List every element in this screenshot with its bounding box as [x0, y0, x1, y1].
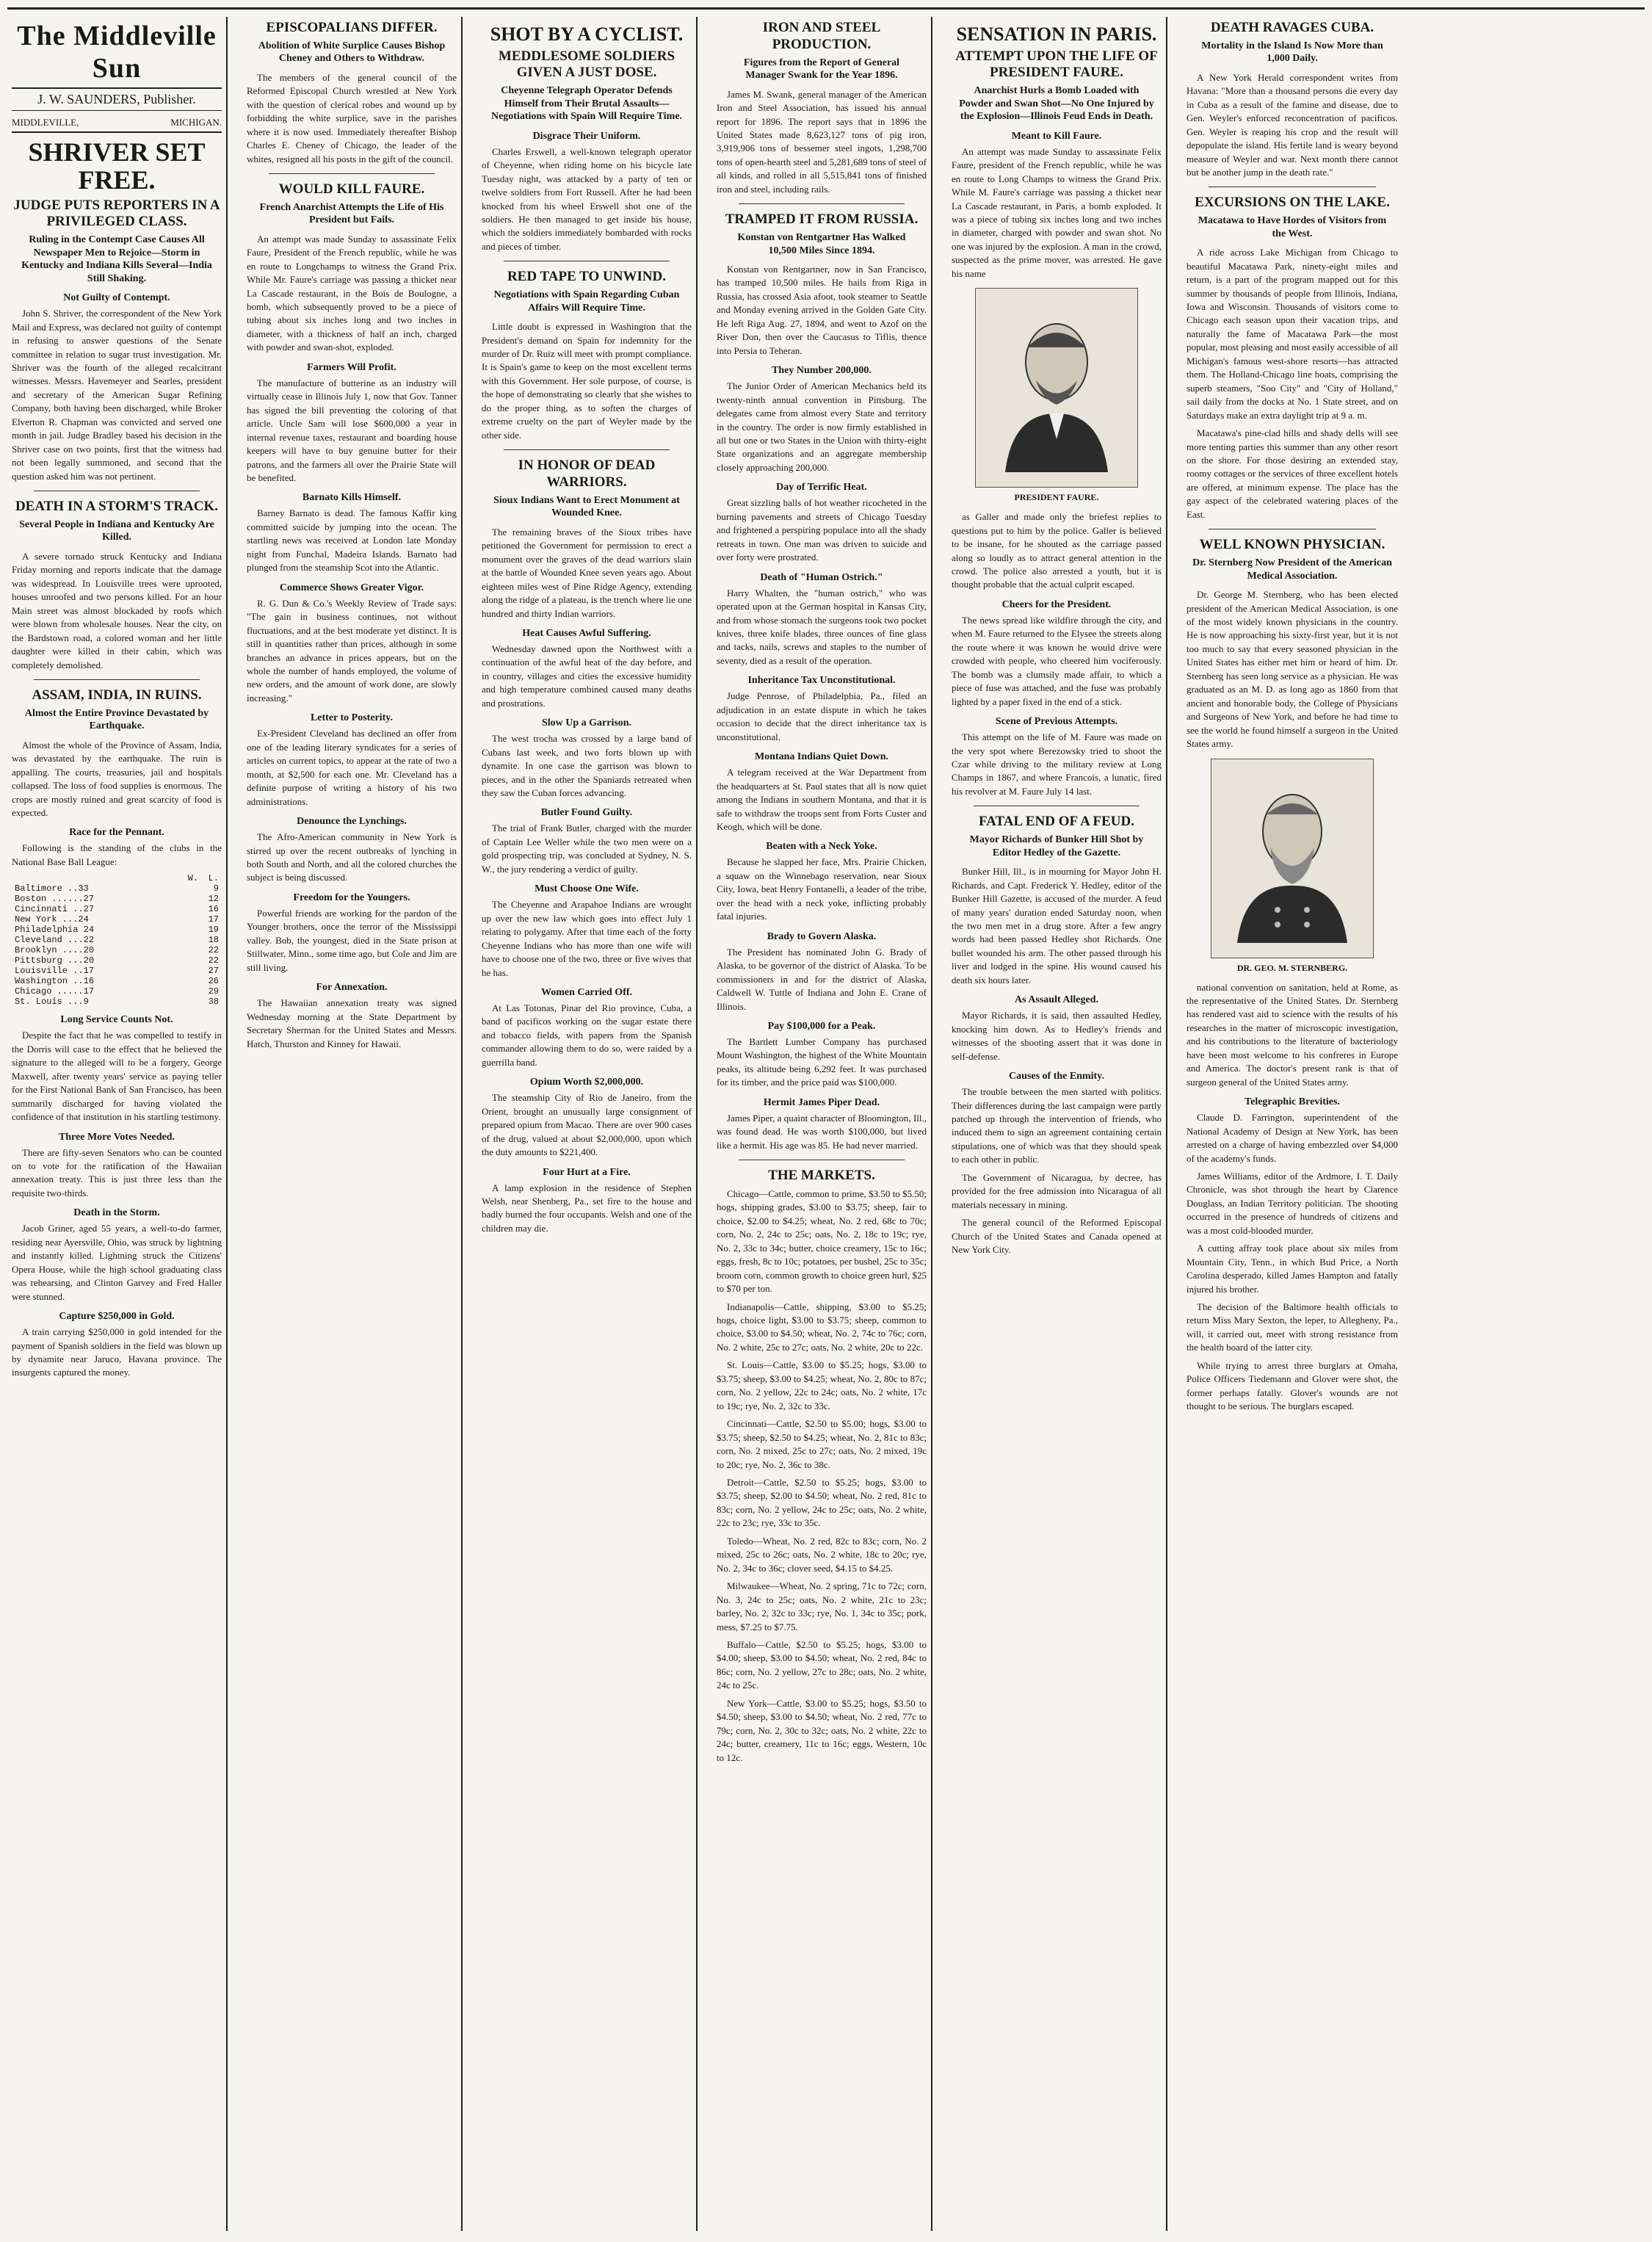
headline-physician: WELL KNOWN PHYSICIAN. — [1199, 537, 1385, 553]
article-paragraph: The manufacture of butterine as an industry will virtually cease in Illinois July 1, now that Gov. Tanner has signed the bill preventing the coloring of that article. Uncle Sam will lose $600,000 a year in internal revenue taxes, restaurant and boarding house keepers will have to buy genuine butter for their patrons, and the farmers all over the Prairie State will be benefited. — [247, 377, 457, 484]
article-paragraph: Barney Barnato is dead. The famous Kaffir king committed suicide by jumping into the ocean. The startling news was received at London late Monday night from Funchal, Madeira Islands. Barnato had plunged from the steamship Scot into the Atlantic. — [247, 507, 457, 574]
article-paragraph: An attempt was made Sunday to assassinate Felix Faure, President of the French republic, while he was en route to Longchamps to witness the Grand Prix. While Mr. Faure's carriage was passing a thicket near La Cascade restaurant, in the Bois de Boulogne, a bomb, which subsequently proved to be a piece of tubing about six inches long and two inches in diameter, with a thickness of half an inch, charged with powder and swan-shot, exploded. — [247, 233, 457, 353]
headline-kill-faure: WOULD KILL FAURE. — [278, 181, 425, 197]
article-paragraph: There are fifty-seven Senators who can be counted on to vote for the ratification of the Hawaiian annexation treaty. This is just three less than the requisite two-thirds. — [12, 1146, 222, 1198]
article-paragraph: The news spread like wildfire through the city, and when M. Faure returned to the Elysee the streets along the route where it was known he would drive were crowded with people, who cheered him vociferously. The bomb was a clumsily made affair, to which a piece of fuse was attached, and the fuse was probably lighted by a paper fixed in the end of a stick. — [952, 614, 1162, 707]
divider — [504, 449, 670, 450]
article-paragraph: A telegram received at the War Department from the headquarters at St. Paul states that all is now quiet among the Indians in southern Montana, and that it is safe to withdraw the troops sent from Forts Custer and Keogh, which will be done. — [717, 767, 927, 832]
article-paragraph: James Piper, a quaint character of Bloomington, Ill., was found dead. He was worth $100,000, but lived like a hermit. His age was 85. He had never married. — [717, 1112, 927, 1151]
article-paragraph: John S. Shriver, the correspondent of the New York Mail and Express, was declared not guilty of contempt in refusing to answer questions of the Senate committee in relation to sugar trust investigation. Mr. Shriver was the fourth of the alleged recalcitrant witnesses. Messrs. Havemeyer and Searles, president and secretary of the American Sugar Refining Company, both having been discharged, while Broker Elverton R. Chapman was convicted and served one month in jail. Judge Bradley based his decision in the Shriver case on two points, first that the witness had not been legally summoned, and second that the question asked him was not pertinent. — [12, 308, 222, 482]
dateline-place: MIDDLEVILLE, — [12, 117, 79, 128]
divider — [269, 173, 435, 174]
market-report: New York—Cattle, $3.00 to $5.25; hogs, $3.50 to $4.50; sheep, $3.00 to $4.50; wheat, No. 2 red, 77c to 79c; corn, No. 2, 30c to 32c; oats, No. 2 white, 22c to 24c; butter, creamery, 11c to 16c; eggs, Western, 10c to 12c. — [717, 1697, 927, 1763]
section-neck-yoke: Beaten with a Neck Yoke. — [766, 841, 877, 853]
section-200000: They Number 200,000. — [772, 365, 872, 377]
article-paragraph: An attempt was made Sunday to assassinate Felix Faure, president of the French republic, while he was en route to Long Champs to witness the Grand Prix. While M. Faure's carriage was passing a thicket near La Cascade restaurant, in Paris, a bomb exploded. It was a piece of tubing six inches long and two inches in diameter, charged with powder and swan shot. No one was injured by the explosion. A man in the crowd, suspected as the prime mover, was arrested. He gave his name — [952, 145, 1162, 279]
article-paragraph: Powerful friends are working for the pardon of the Younger brothers, once the terror of the Mississippi valley. Bob, the youngest, died in the State prison at Stillwater, Minn., some time ago, but Cole and Jim are still living. — [247, 907, 457, 973]
deck-assam: Almost the Entire Province Devastated by Earthquake. — [24, 707, 209, 732]
article-paragraph: Because he slapped her face, Mrs. Prairie Chicken, a squaw on the Winnebago reservation, near Sioux City, Iowa, beat Henry Fontanelli, a leader of the tribe, over the head with a neck yoke, inflicting probably fatal injuries. — [717, 856, 927, 922]
section-annexation: For Annexation. — [316, 982, 388, 994]
article-paragraph: The general council of the Reformed Episcopal Church of the United States and Canada opened at New York City. — [952, 1217, 1162, 1256]
section-meant-to-kill: Meant to Kill Faure. — [1011, 130, 1102, 142]
standings-row — [15, 883, 219, 894]
headline-storm: DEATH IN A STORM'S TRACK. — [15, 499, 219, 515]
headline-warriors: IN HONOR OF DEAD WARRIORS. — [518, 458, 656, 490]
headline-russia: TRAMPED IT FROM RUSSIA. — [725, 211, 919, 228]
section-commerce: Commerce Shows Greater Vigor. — [279, 582, 424, 593]
standings-header — [15, 873, 219, 883]
deck-cyclist: Cheyenne Telegraph Operator Defends Himself from Their Brutal Assaults—Negotiations with Spain Will Require Time. — [490, 85, 683, 123]
article-paragraph: The Bartlett Lumber Company has purchased Mount Washington, the highest of the White Mountain peaks, its altitude being 6,292 feet. It was purchased for its timber, and the price paid was $100,000. — [717, 1035, 927, 1088]
article-paragraph: The Hawaiian annexation treaty was signed Wednesday morning at the State Department by Secretary Sherman for the United States and Messrs. Hatch, Thurston and Kinney for Hawaii. — [247, 997, 457, 1049]
section-alaska: Brady to Govern Alaska. — [767, 930, 877, 942]
publisher-line: J. W. SAUNDERS, Publisher. — [12, 87, 222, 111]
market-report: Buffalo—Cattle, $2.50 to $5.25; hogs, $3.00 to $4.00; sheep, $3.00 to $4.50; wheat, No. 2 red, 84c to 86c; corn, No. 2 yellow, 27c to 28c; oats, No. 2 white, 24c to 25c. — [717, 1638, 927, 1691]
article-paragraph: The steamship City of Rio de Janeiro, from the Orient, brought an unusually large consignment of prepared opium from Macao. There are over 900 cases of the drug, valued at about $2,000,000, upon which the duty amounts to $221,400. — [482, 1092, 692, 1158]
article-paragraph: A lamp explosion in the residence of Stephen Welsh, near Shenberg, Pa., set fire to the house and badly burned the four occupants. Welsh and one of the children may die. — [482, 1182, 692, 1234]
column-3 — [477, 17, 698, 2231]
standings-row — [15, 976, 219, 986]
portrait-engraving — [990, 303, 1123, 472]
standings-row — [15, 945, 219, 955]
standings-row — [15, 925, 219, 935]
article-paragraph: Jacob Griner, aged 55 years, a well-to-do farmer, residing near Ayersville, Ohio, was struck by lightning and instantly killed. Lightning struck the Citizens' Opera House, while the high school graduating class was rehearsing, and Clinton Garvey and Fred Haller were stunned. — [12, 1223, 222, 1302]
section-heat: Heat Causes Awful Suffering. — [522, 627, 651, 639]
deck-warriors: Sioux Indians Want to Erect Monument at Wounded Knee. — [493, 494, 680, 519]
section-previous: Scene of Previous Attempts. — [995, 716, 1118, 728]
column-2 — [242, 17, 463, 2231]
standings-losses: 22 — [208, 945, 219, 956]
divider — [739, 203, 905, 204]
market-report: Cincinnati—Cattle, $2.50 to $5.00; hogs, $3.00 to $3.75; sheep, $2.50 to $4.25; wheat, No. 2, 81c to 83c; corn, No. 2 mixed, 25c to 27c; oats, No. 2 mixed, 19c to 20c; rye, No. 2, 36c to 38c. — [717, 1418, 927, 1470]
article-paragraph: Harry Whalten, the "human ostrich," who was operated upon at the German hospital in Kansas City, and from whose stomach the surgeons took two pocket knives, three knife blades, three ounces of fine glass and tacks, nails, screws and staples to the number of seventy, died as a result of the operation. — [717, 587, 927, 666]
section-long-service: Long Service Counts Not. — [60, 1014, 173, 1026]
market-report: Detroit—Cattle, $2.50 to $5.25; hogs, $3.00 to $3.75; sheep, $2.00 to $4.50; wheat, No. 2 red, 81c to 83c; corn, No. 2 yellow, 24c to 25c; oats, No. 2 white, 22c to 23c; rye, 33c to 35c. — [717, 1476, 927, 1529]
article-paragraph: The remaining braves of the Sioux tribes have petitioned the Government for permission to erect a monument over the graves of the dead warriors slain at the battle of Wounded Knee seven years ago. About eighteen miles west of Pine Ridge Agency, extending along the ridge of a plateau, is the trench where lie one hundred and thirty Indian warriors. — [482, 526, 692, 619]
standings-row — [15, 894, 219, 904]
standings-losses: 9 — [213, 883, 219, 894]
article-paragraph: Bunker Hill, Ill., is in mourning for Mayor John H. Richards, and Capt. Frederick Y. Hedley, editor of the Bunker Hill Gazette, is accused of the murder. A feud of many years' duration ended Saturday noon, when the two men met in a drug store. After a few angry words had been passed Hedley shot Richards. One bullet wounded his arm. The other passed through his liver and lodged in the spine. His wound caused his death six hours later. — [952, 866, 1162, 986]
column-4 — [712, 17, 932, 2231]
deck-feud: Mayor Richards of Bunker Hill Shot by Editor Hedley of the Gazette. — [969, 834, 1144, 858]
headline-cuba: DEATH RAVAGES CUBA. — [1210, 20, 1374, 35]
standings-losses: 27 — [208, 966, 219, 977]
article-paragraph: Ex-President Cleveland has declined an offer from one of the leading literary syndicates for a series of articles on current topics, to appear at the rate of two a month, at $2,500 for each one. Mr. Cleveland has a definite purpose of writing a history of his two administrations. — [247, 728, 457, 807]
headline-red-tape: RED TAPE TO UNWIND. — [507, 269, 667, 285]
article-paragraph: national convention on sanitation, held at Rome, as the representative of the United States. Dr. Sternberg has rendered vast aid to science with the results of his researches in the matter of microscopic investigation, and his contributions to the literature of bacteriology have been most welcome to his confreres in Europe and America. The doctor's present rank is that of surgeon general of the United States army. — [1187, 981, 1398, 1088]
article-paragraph: Charles Erswell, a well-known telegraph operator of Cheyenne, when riding home on his bicycle late Tuesday night, was attacked by a party of ten or twelve soldiers from Fort Russell. After he had been knocked from his wheel Erswell shot one of the soldiers. He then managed to get inside his house, which the soldiers immediately bombarded with rocks and pieces of timber. — [482, 145, 692, 252]
article-paragraph: Almost the whole of the Province of Assam, India, was devastated by the earthquake. The ruin is appalling. The courts, treasuries, jail and hospitals collapsed. The loss of food supplies is enormous. The crops are mostly ruined and great scarcity of food is expected. — [12, 739, 222, 819]
portrait-engraving — [1226, 774, 1358, 943]
column-5 — [947, 17, 1167, 2231]
standings-team: Louisville ..17 — [15, 966, 95, 977]
section-hermit: Hermit James Piper Dead. — [763, 1096, 880, 1108]
deck-iron-steel: Figures from the Report of General Manager Swank for the Year 1896. — [743, 57, 900, 82]
standings-team: Pittsburg ...20 — [15, 955, 95, 966]
masthead: The Middleville Sun — [17, 21, 217, 84]
standings-losses: 22 — [208, 955, 219, 966]
article-paragraph: A cutting affray took place about six miles from Mountain City, Tenn., in which Bud Price, a North Carolina desperado, killed James Hampton and fatally injured his brother. — [1187, 1243, 1398, 1295]
dateline — [12, 114, 222, 133]
market-report: Toledo—Wheat, No. 2 red, 82c to 83c; corn, No. 2 mixed, 25c to 26c; oats, No. 2 white, 18c to 20c; rye, No. 2, 34c to 36c; clover seed, $4.15 to $4.25. — [717, 1535, 927, 1574]
section-enmity: Causes of the Enmity. — [1009, 1071, 1104, 1082]
headline-feud: FATAL END OF A FEUD. — [978, 814, 1134, 830]
market-report: Indianapolis—Cattle, shipping, $3.00 to $5.25; hogs, choice light, $3.00 to $3.75; sheep, common to choice, $3.00 to $4.50; wheat, No. 2, 74c to 76c; corn, No. 2 white, 25c to 27c; oats, No. 2 white, 20c to 22c. — [717, 1301, 927, 1353]
article-paragraph: The President has nominated John G. Brady of Alaska, to be governor of the district of Alaska. To be commissioners in and for the district of Alaska, Caldwell W. Tuttle of Indiana and John E. Crane of Illinois. — [717, 946, 927, 1012]
deck-paris: Anarchist Hurls a Bomb Loaded with Powder and Swan Shot—No One Injured by the Explosion—Illinois Feud Ends in Death. — [959, 85, 1154, 123]
standings-row — [15, 986, 219, 997]
section-fire: Four Hurt at a Fire. — [543, 1166, 631, 1178]
section-ostrich: Death of "Human Ostrich." — [760, 571, 883, 583]
deck-shriver: Ruling in the Contempt Case Causes All Newspaper Men to Rejoice—Storm in Kentucky and Indiana Kills Several—India Still Shaking. — [21, 234, 212, 284]
standings-team: Brooklyn ....20 — [15, 945, 95, 956]
newspaper-page — [7, 7, 1645, 2237]
standings-row — [15, 904, 219, 914]
standings-losses: 12 — [208, 894, 219, 905]
deck-episcopalians: Abolition of White Surplice Causes Bishop Cheney and Others to Withdraw. — [258, 40, 446, 65]
article-paragraph: The trouble between the men started with politics. Their differences during the last campaign were partly patched up through the intervention of friends, who induced them to sign an agreement containing certain stipulations, one of which was that they should speak to each other in public. — [952, 1086, 1162, 1165]
portrait-sternberg — [1211, 759, 1374, 958]
standings-header-cell: W. — [187, 873, 198, 884]
section-women: Women Carried Off. — [540, 987, 633, 999]
article-paragraph: A train carrying $250,000 in gold intended for the payment of Spanish soldiers in the field was blown up by dynamite near Jaruco, Havana province. The insurgents captured the money. — [12, 1326, 222, 1378]
standings-row — [15, 955, 219, 966]
article-paragraph: Despite the fact that he was compelled to testify in the Dorris will case to the effect that he believed the signature to the alleged will to be a forgery, George Maxwell, after twenty years' service as paying teller for the First National Bank of San Francisco, has been summarily discharged for having violated the confidence of that institution in his startling testimony. — [12, 1030, 222, 1123]
article-paragraph: Konstan von Rentgartner, now in San Francisco, has tramped 10,500 miles. He hails from Riga in Russia, has crossed Asia afoot, took steamer to Seattle and Monday evening arrived in the Golden Gate City. He left Riga Aug. 27, 1894, and went to Azof on the River Don, then over the Caucasus to Tiflis, thence into Persia to Teheran. — [717, 264, 927, 356]
article-paragraph: Macatawa's pine-clad hills and shady dells will see more tenting parties this summer than any other resort on the shore. For those desiring an extended stay, roomy cottages or the services of three excellent hotels are offered, at minimum expense. The place has the gay aspect of the celebrated watering places of the East. — [1187, 427, 1398, 520]
section-youngers: Freedom for the Youngers. — [293, 892, 410, 903]
headline-assam: ASSAM, INDIA, IN RUINS. — [32, 687, 202, 703]
article-paragraph: The Cheyenne and Arapahoe Indians are wrought up over the new law which goes into effect July 1 relating to polygamy. After that time each of the forty Cheyenne Indians who has more than one wife will have to choose one of the two, three or five wives that he has. — [482, 899, 692, 978]
standings-row — [15, 914, 219, 925]
caption-sternberg: DR. GEO. M. STERNBERG. — [1236, 962, 1348, 973]
section-montana: Montana Indians Quiet Down. — [754, 751, 889, 763]
standings-row — [15, 997, 219, 1007]
standings-team: Cincinnati ..27 — [15, 904, 95, 915]
section-garrison: Slow Up a Garrison. — [541, 717, 632, 729]
divider — [34, 679, 200, 680]
headline-excursions: EXCURSIONS ON THE LAKE. — [1195, 195, 1390, 211]
section-assault: As Assault Alleged. — [1015, 994, 1098, 1006]
section-death-storm: Death in the Storm. — [73, 1207, 160, 1219]
article-paragraph: Dr. George M. Sternberg, who has been elected president of the American Medical Association, is one of the most widely known physicians in the country. He is now approaching his sixty-first year, but it is not too much to say that every seasoned physician in the United States has either met him or heard of him. Dr. Sternberg has seen long service as a physician. He was graduated as an M. D. as long ago as 1860 from that ancient and honorable body, the College of Physicians and Surgeons of New York, and before he had time to see the world he found himself a surgeon in the United States army. — [1187, 589, 1398, 750]
section-cheers: Cheers for the President. — [1001, 599, 1112, 610]
section-posterity: Letter to Posterity. — [310, 712, 394, 724]
article-paragraph: R. G. Dun & Co.'s Weekly Review of Trade says: "The gain in business continues, not without fluctuations, and at the best moderate yet distinct. It is still in quantities rather than prices, although in some branches an advance in prices appears, but on the whole the number of hands employed, the volume of new orders, and the amount of work done, are slowly increasing." — [247, 597, 457, 704]
deck-physician: Dr. Sternberg Now President of the American Medical Association. — [1192, 557, 1392, 582]
article-paragraph: The members of the general council of the Reformed Episcopal Church wrestled at New York with the question of clerical robes and wound up by forbidding the white surplice, save in the parishes where it is now used. Immediately thereafter Bishop Charles E. Cheney of Chicago, the leader of the whites, resigned all his posts in the gift of the council. — [247, 71, 457, 164]
article-paragraph: James M. Swank, general manager of the American Iron and Steel Association, has issued his annual report for 1896. The report says that in 1896 the United States made 8,623,127 tons of pig iron, 3,919,906 tons of bessemer steel ingots, 1,298,700 tons of open-hearth steel and 5,281,689 tons of steel of all kinds, and rolled in all 5,515,841 tons of finished iron and steel, including rails. — [717, 88, 927, 195]
dateline-state: MICHIGAN. — [170, 117, 222, 128]
section-votes: Three More Votes Needed. — [58, 1131, 175, 1143]
section-brevities: Telegraphic Brevities. — [1245, 1096, 1340, 1108]
headline-cyclist: SHOT BY A CYCLIST. — [490, 23, 684, 45]
article-paragraph: The Afro-American community in New York is stirred up over the recent outbreaks of lynching in both South and North, and all the colored churches the subject is being discussed. — [247, 831, 457, 883]
standings-team: New York ...24 — [15, 914, 89, 925]
standings-losses: 16 — [208, 904, 219, 915]
section-inheritance: Inheritance Tax Unconstitutional. — [747, 675, 896, 687]
standings-team: St. Louis ...9 — [15, 997, 89, 1008]
standings-losses: 26 — [208, 976, 219, 987]
headline-episcopalians: EPISCOPALIANS DIFFER. — [266, 20, 438, 35]
article-paragraph: James Williams, editor of the Ardmore, I. T. Daily Chronicle, was shot through the heart by Clarence Douglass, an Indian Territory politician. The shooting occurred in the presence of hundreds of citizens and was a most cold-blooded murder. — [1187, 1170, 1398, 1236]
section-barnato: Barnato Kills Himself. — [302, 492, 402, 504]
subhead-shriver: JUDGE PUTS REPORTERS IN A PRIVILEGED CLASS. — [13, 197, 220, 230]
article-paragraph: The trial of Frank Butler, charged with the murder of Captain Lee Weller while the two men were on a gold prospecting trip, was concluded at Sydney, N. S. W., the jury rendering a verdict of guilty. — [482, 822, 692, 875]
deck-russia: Konstan von Rentgartner Has Walked 10,500 Miles Since 1894. — [737, 232, 906, 256]
standings-losses: 19 — [208, 925, 219, 936]
headline-iron-steel: IRON AND STEEL PRODUCTION. — [762, 20, 881, 52]
market-report: St. Louis—Cattle, $3.00 to $5.25; hogs, $3.00 to $3.75; sheep, $3.00 to $4.25; wheat, No. 2, 80c to 87c; corn, No. 2 yellow, 22c to 24c; oats, No. 2 white, 17c to 19c; rye, No. 2, 32c to 33c. — [717, 1359, 927, 1411]
standings-team: Cleveland ...22 — [15, 935, 95, 946]
section-pennant: Race for the Pennant. — [69, 827, 164, 839]
headline-shriver: SHRIVER SET FREE. — [28, 137, 206, 195]
standings-team: Philadelphia 24 — [15, 925, 95, 936]
article-paragraph: Claude D. Farrington, superintendent of the National Academy of Design at New York, has been arrested on a charge of having embezzled over $4,000 of the academy's funds. — [1187, 1112, 1398, 1164]
standings-team: Washington ..16 — [15, 976, 95, 987]
article-paragraph: Mayor Richards, it is said, then assaulted Hedley, knocking him down. As to Hedley's friends and witnesses of the shooting assert that it was done in self-defense. — [952, 1010, 1162, 1062]
section-lynchings: Denounce the Lynchings. — [297, 816, 407, 828]
standings-losses: 18 — [208, 935, 219, 946]
article-paragraph: A severe tornado struck Kentucky and Indiana Friday morning and reports indicate that the damage was widespread. In Louisville trees were uprooted, houses unroofed and two persons killed. For an hour Main street was almost blockaded by roofs which were blown from wholesale houses. Near the city, on the Bardstown road, a colored woman and her little daughter were killed in their cabin, which was completely demolished. — [12, 550, 222, 670]
article-paragraph: The decision of the Baltimore health officials to return Miss Mary Sexton, the leper, to Allegheny, Pa., will, it carried out, meet with strong resistance from the health board of the latter city. — [1187, 1301, 1398, 1353]
headline-markets: THE MARKETS. — [768, 1168, 875, 1184]
section-opium: Opium Worth $2,000,000. — [529, 1077, 644, 1088]
article-paragraph: Judge Penrose, of Philadelphia, Pa., filed an adjudication in an estate dispute in which he takes occasion to decide that the direct inheritance tax is unconstitutional. — [717, 690, 927, 742]
section-peak: Pay $100,000 for a Peak. — [767, 1020, 876, 1032]
deck-cuba: Mortality in the Island Is Now More than 1,000 Daily. — [1201, 40, 1383, 65]
standings-losses: 29 — [208, 986, 219, 997]
article-paragraph: The Government of Nicaragua, by decree, has provided for the free admission into Nicaragua of all materials necessary in mining. — [952, 1171, 1162, 1210]
market-report: Milwaukee—Wheat, No. 2 spring, 71c to 72c; corn, No. 3, 24c to 25c; oats, No. 2 white, 21c to 23c; barley, No. 2, 32c to 33c; rye, No. 1, 34c to 35c; pork, mess, $7.25 to $7.75. — [717, 1580, 927, 1632]
section-not-guilty: Not Guilty of Contempt. — [63, 292, 170, 304]
deck-excursions: Macatawa to Have Hordes of Visitors from the West. — [1198, 215, 1387, 239]
standings-table — [15, 873, 219, 1007]
column-1 — [7, 17, 228, 2231]
article-paragraph: The Junior Order of American Mechanics held its twenty-ninth annual convention in Pittsburg. The delegates came from almost every State and territory in the country. The order is now firmly established in all but one or two States in the Union with thirty-eight State organizations and an aggregate membership closely approaching 200,000. — [717, 380, 927, 473]
article-paragraph: A ride across Lake Michigan from Chicago to beautiful Macatawa Park, ninety-eight miles and return, is a part of the program mapped out for this summer by thousands of people from Illinois, Indiana, Iowa and Wisconsin. Thousands of visitors come to Chicago each season upon their vacation trips, and naturally the fame of Macatawa Park—the most popular, most pleasing and most easily accessible of all Michigan's famous west-shore resorts—has attracted them. The Holland-Chicago line boats, comprising the superb steamers, "Soo City" and "City of Holland," sail daily from the docks at No. 1 State street, and on Saturdays make an extra daylight trip at 9 a. m. — [1187, 247, 1398, 421]
standings-header-cell: L. — [208, 873, 219, 884]
standings-losses: 17 — [208, 914, 219, 925]
section-butler: Butler Found Guilty. — [540, 807, 633, 819]
deck-storm: Several People in Indiana and Kentucky Are Killed. — [19, 518, 214, 543]
section-heat-day: Day of Terrific Heat. — [776, 482, 867, 493]
deck-kill-faure: French Anarchist Attempts the Life of His President but Fails. — [259, 201, 444, 226]
article-paragraph: The west trocha was crossed by a large band of Cubans last week, and two forts blown up with dynamite. In one case the garrison was blown to pieces, and in the other the Spaniards retreated when they saw the Cuban forces advancing. — [482, 733, 692, 799]
standings-row — [15, 966, 219, 976]
article-paragraph: as Galler and made only the briefest replies to questions put to him by the police. Galler is believed to be insane, for he shouted as the carriage passed along so loudly as to attract general attention in the crowd. The police also arrested a youth, but it is thought probable that the actual culprit escaped. — [952, 511, 1162, 590]
section-uniform: Disgrace Their Uniform. — [532, 130, 641, 142]
standings-team: Chicago .....17 — [15, 986, 95, 997]
article-paragraph: Little doubt is expressed in Washington that the President's demand on Spain for indemnity for the murder of Dr. Ruiz will meet with prompt compliance. It is Spain's game to keep on the most excellent terms with this Government. Her sole purpose, of course, is the hope of demonstrating so clearly that she wishes to do the proper thing, as to soften the charges of extreme cruelty on the part of Weyler made by the other side. — [482, 321, 692, 441]
article-paragraph: This attempt on the life of M. Faure was made on the very spot where Berezowsky tried to shoot the Czar while driving to the military review at Long Champs in 1867, and where Francois, a lunatic, fired his revolver at M. Faure July 14 last. — [952, 731, 1162, 797]
subhead-cyclist: MEDDLESOME SOLDIERS GIVEN A JUST DOSE. — [498, 48, 675, 81]
headline-paris: SENSATION IN PARIS. — [956, 23, 1157, 45]
section-farmers: Farmers Will Profit. — [307, 361, 396, 373]
standings-losses: 38 — [208, 997, 219, 1008]
standings-team: Baltimore ..33 — [15, 883, 89, 894]
article-paragraph: Wednesday dawned upon the Northwest with a continuation of the awful heat of the day before, and in country, villages and cities the excessive humidity and high temperature combined caused many deaths and prostrations. — [482, 643, 692, 709]
article-paragraph: While trying to arrest three burglars at Omaha, Police Officers Tiedemann and Glover were shot, the former perhaps fatally. Glover's wounds are not thought to be serious. The burglars escaped. — [1187, 1359, 1398, 1412]
article-paragraph: At Las Totonas, Pinar del Rio province, Cuba, a band of pacificos working on the sugar estate there and tobacco fields, with papers from the Spanish commander allowing them to do so, were raided by a guerrilla band. — [482, 1002, 692, 1068]
article-paragraph: A New York Herald correspondent writes from Havana: "More than a thousand persons die every day in Cuba as a result of the famine and disease, due to Gen. Weyler's enforced reconcentration of pacificos. Gen. Weyler is reaping his crop and the result will depopulate the island. His fertile land is weary beyond measure of Weyler and war. Next month there cannot but be another jump in the death rate." — [1187, 71, 1398, 178]
portrait-faure — [975, 288, 1138, 488]
column-6 — [1182, 17, 1402, 2231]
article-paragraph: Great sizzling balls of hot weather ricocheted in the burning pavements and streets of Chicago Tuesday and frightened a perspiring populace into all the shady retreats in town. One man was driven to suicide and over forty were prostrated. — [717, 497, 927, 563]
deck-red-tape: Negotiations with Spain Regarding Cuban Affairs Will Require Time. — [493, 289, 680, 314]
section-one-wife: Must Choose One Wife. — [535, 883, 639, 895]
caption-faure: PRESIDENT FAURE. — [1014, 492, 1099, 503]
section-gold: Capture $250,000 in Gold. — [59, 1311, 175, 1323]
article-paragraph: Following is the standing of the clubs in the National Base Ball League: — [12, 842, 222, 867]
market-report: Chicago—Cattle, common to prime, $3.50 to $5.50; hogs, shipping grades, $3.00 to $3.75; sheep, fair to choice, $2.00 to $4.25; wheat, No. 2 red, 68c to 70c; corn, No. 2, 24c to 25c; oats, No. 2, 18c to 19c; rye, No. 2, 33c to 34c; butter, choice creamery, 15c to 16c; eggs, fresh, 8c to 10c; potatoes, per bushel, 25c to 35c; broom corn, common growth to choice green hurl, $25 to $70 per ton. — [717, 1187, 927, 1295]
subhead-paris: ATTEMPT UPON THE LIFE OF PRESIDENT FAURE. — [955, 48, 1158, 81]
standings-team: Boston ......27 — [15, 894, 95, 905]
standings-row — [15, 935, 219, 945]
